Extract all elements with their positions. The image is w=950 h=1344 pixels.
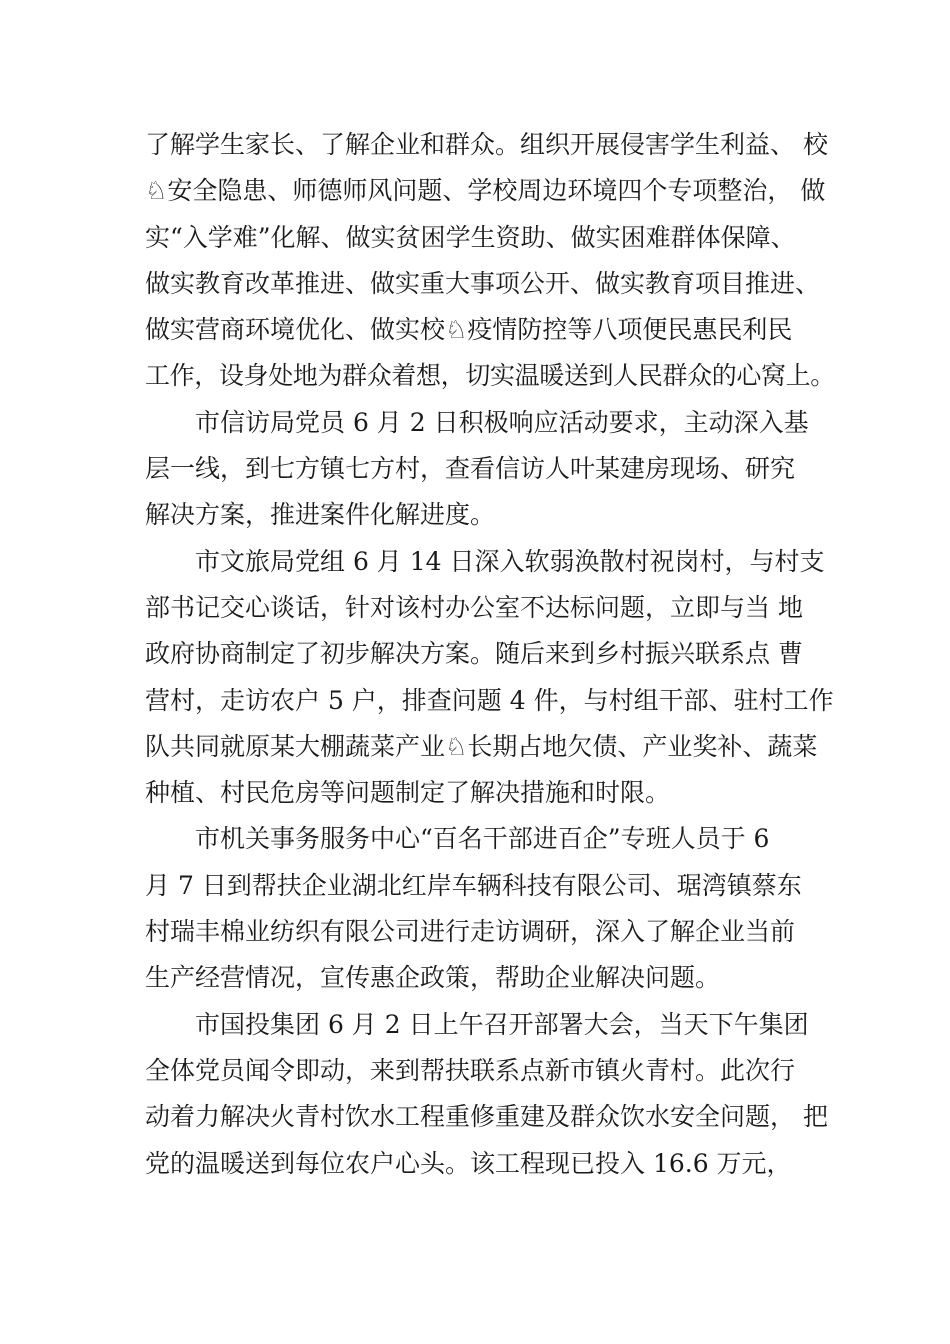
text-line: 生产经营情况，宣传惠企政策，帮助企业解决问题。 bbox=[145, 963, 721, 993]
text-line: 做实营商环境优化、做实校♘疫情防控等八项便民惠民利民 bbox=[145, 315, 793, 345]
text-line: 村瑞丰棉业纺织有限公司进行走访调研，深入了解企业当前 bbox=[145, 917, 796, 947]
text-line: 种植、村民危房等问题制定了解决措施和时限。 bbox=[145, 778, 671, 808]
text-line: 动着力解决火青村饮水工程重修重建及群众饮水安全问题， 把 bbox=[145, 1102, 828, 1132]
text-line: ♘安全隐患、师德师风问题、学校周边环境四个专项整治， 做 bbox=[145, 176, 826, 206]
text-line: 市文旅局党组 6 月 14 日深入软弱涣散村祝岗村，与村支 bbox=[195, 546, 825, 576]
text-line: 了解学生家长、了解企业和群众。组织开展侵害学生利益、 校 bbox=[145, 130, 828, 159]
text-line: 营村，走访农户 5 户，排查问题 4 件，与村组干部、驻村工作 bbox=[145, 685, 834, 715]
text-line: 市信访局党员 6 月 2 日积极响应活动要求，主动深入基 bbox=[195, 407, 809, 437]
text-line: 层一线，到七方镇七方村，查看信访人叶某建房现场、研究 bbox=[145, 454, 796, 484]
text-line: 市机关事务服务中心“百名干部进百企”专班人员于 6 bbox=[195, 824, 770, 854]
text-line: 月 7 日到帮扶企业湖北红岸车辆科技有限公司、琚湾镇蔡东 bbox=[145, 870, 802, 900]
text-line: 解决方案，推进案件化解进度。 bbox=[145, 500, 496, 530]
text-line: 实“入学难”化解、做实贫困学生资助、做实困难群体保障、 bbox=[145, 222, 796, 252]
text-line: 队共同就原某大棚蔬菜产业♘长期占地欠债、产业奖补、蔬菜 bbox=[145, 731, 818, 761]
text-line: 工作，设身处地为群众着想，切实温暖送到人民群众的心窝上。 bbox=[145, 361, 835, 391]
text-line: 市国投集团 6 月 2 日上午召开部署大会，当天下午集团 bbox=[195, 1009, 809, 1039]
text-line: 部书记交心谈话，针对该村办公室不达标问题，立即与当 地 bbox=[145, 592, 803, 622]
body-text bbox=[145, 122, 835, 1187]
text-line: 党的温暖送到每位农户心头。该工程现已投入 16.6 万元， bbox=[145, 1148, 792, 1178]
text-line: 全体党员闻令即动，来到帮扶联系点新市镇火青村。此次行 bbox=[145, 1055, 796, 1085]
text-line: 做实教育改革推进、做实重大事项公开、做实教育项目推进、 bbox=[145, 268, 821, 298]
text-line: 政府协商制定了初步解决方案。随后来到乡村振兴联系点 曹 bbox=[145, 639, 803, 669]
